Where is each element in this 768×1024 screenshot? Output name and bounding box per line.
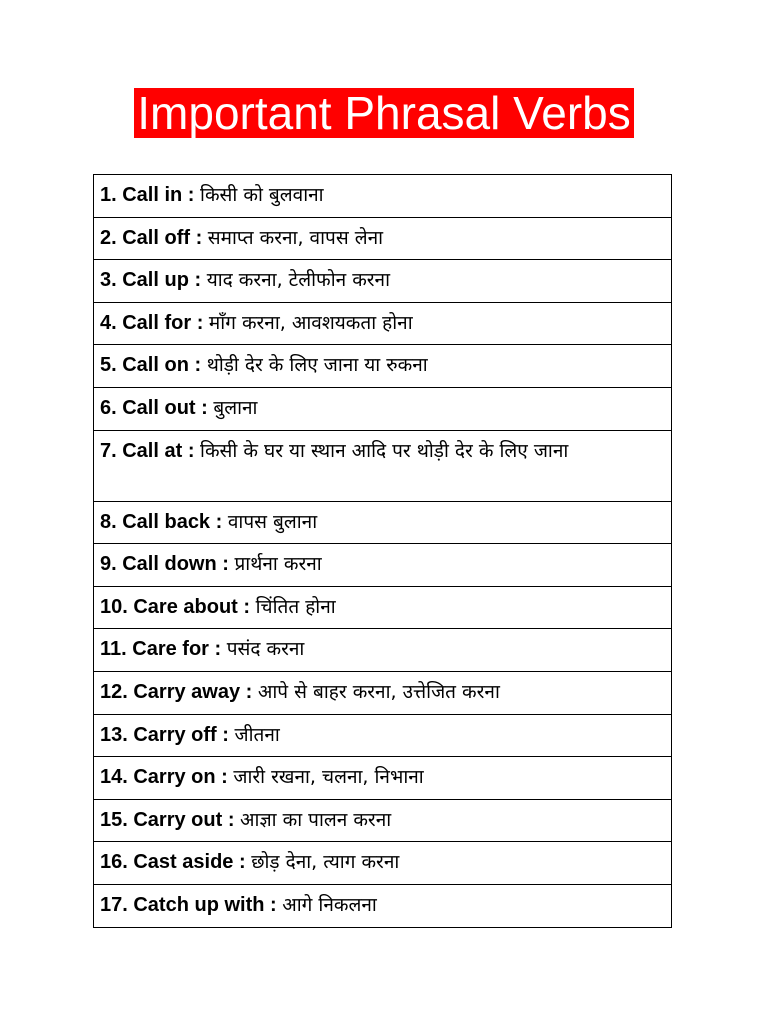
phrasal-verb: 14. Carry on : — [100, 766, 228, 789]
table-row — [94, 842, 671, 885]
phrasal-verb: 13. Carry off : — [100, 723, 229, 746]
phrasal-verb: 11. Care for : — [100, 638, 222, 661]
hindi-meaning: किसी को बुलवाना — [200, 184, 324, 206]
table-row — [94, 544, 671, 587]
hindi-meaning: आगे निकलना — [282, 893, 377, 916]
phrasal-verb: 6. Call out : — [100, 396, 208, 419]
phrasal-verb: 12. Carry away : — [100, 680, 253, 703]
phrasal-verb: 7. Call at : — [100, 439, 195, 462]
hindi-meaning: चिंतित होना — [255, 595, 336, 618]
phrasal-verb: 8. Call back : — [100, 510, 223, 533]
hindi-meaning: आपे से बाहर करना, उत्तेजित करना — [257, 680, 500, 703]
table-row — [94, 218, 671, 261]
hindi-meaning: किसी के घर या स्थान आदि पर थोड़ी देर के लिए जाना — [200, 439, 569, 462]
phrasal-verb: 15. Carry out : — [100, 808, 235, 831]
table-row — [94, 885, 671, 928]
table-row — [94, 303, 671, 346]
phrasal-verb: 3. Call up : — [100, 269, 202, 292]
phrasal-verb: 16. Cast aside : — [100, 851, 246, 874]
table-row — [94, 260, 671, 303]
table-row — [94, 757, 671, 800]
phrasal-verb: 1. Call in : — [100, 184, 195, 206]
table-row — [94, 345, 671, 388]
phrasal-verb: 9. Call down : — [100, 553, 229, 576]
hindi-meaning: वापस बुलाना — [227, 510, 318, 533]
phrasal-verb: 10. Care about : — [100, 595, 251, 618]
phrasal-verb: 2. Call off : — [100, 226, 203, 249]
phrasal-verbs-table — [93, 174, 672, 928]
hindi-meaning: जीतना — [234, 723, 280, 746]
hindi-meaning: बुलाना — [213, 396, 258, 419]
hindi-meaning: प्रार्थना करना — [234, 553, 322, 576]
phrasal-verb: 5. Call on : — [100, 354, 202, 377]
hindi-meaning: याद करना, टेलीफोन करना — [206, 269, 391, 292]
table-row — [94, 629, 671, 672]
hindi-meaning: छोड़ देना, त्याग करना — [251, 851, 400, 874]
table-row — [94, 175, 671, 218]
hindi-meaning: समाप्त करना, वापस लेना — [207, 226, 384, 249]
table-row — [94, 800, 671, 843]
page-title: Important Phrasal Verbs — [134, 88, 633, 138]
table-row — [94, 431, 671, 502]
hindi-meaning: जारी रखना, चलना, निभाना — [233, 766, 424, 789]
table-row — [94, 587, 671, 630]
table-row — [94, 388, 671, 431]
hindi-meaning: पसंद करना — [226, 638, 305, 661]
title-container — [0, 88, 768, 138]
hindi-meaning: माँग करना, आवशयकता होना — [208, 311, 413, 334]
hindi-meaning: थोड़ी देर के लिए जाना या रुकना — [206, 354, 428, 377]
table-row — [94, 502, 671, 545]
hindi-meaning: आज्ञा का पालन करना — [240, 808, 392, 831]
table-row — [94, 715, 671, 758]
phrasal-verb: 4. Call for : — [100, 311, 204, 334]
table-row — [94, 672, 671, 715]
phrasal-verb: 17. Catch up with : — [100, 893, 277, 916]
